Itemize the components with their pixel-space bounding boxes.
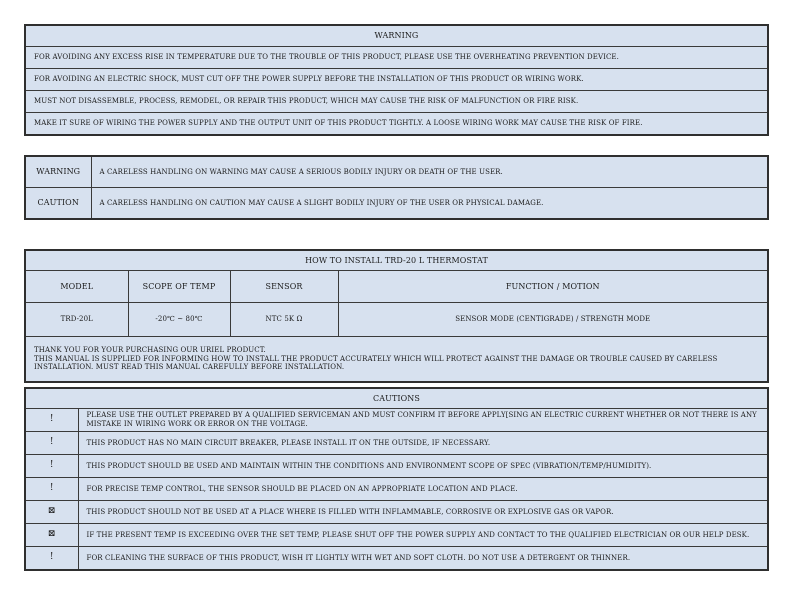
- caution-item: FOR PRECISE TEMP CONTROL, THE SENSOR SHOULD BE PLACED ON AN APPROPRIATE LOCATION AND PLACE.: [78, 478, 768, 501]
- caution-item: FOR CLEANING THE SURFACE OF THIS PRODUCT, WISH IT LIGHTLY WITH WET AND SOFT CLOTH. DO NOT USE A DETERGENT OR THINNER.: [78, 547, 768, 571]
- warning-title: WARNING: [25, 25, 768, 47]
- model-value: TRD-20L: [25, 303, 128, 337]
- warning-item: MAKE IT SURE OF WIRING THE POWER SUPPLY AND THE OUTPUT UNIT OF THIS PRODUCT TIGHTLY. A LOOSE WIRING WORK MAY CAUSE THE RISK OF FIRE.: [25, 113, 768, 136]
- warning-item: FOR AVOIDING ANY EXCESS RISE IN TEMPERATURE DUE TO THE TROUBLE OF THIS PRODUCT, PLEASE USE THE OVERHEATING PREVENTION DEVICE.: [25, 47, 768, 69]
- warning-level-text: A CARELESS HANDLING ON WARNING MAY CAUSE A SERIOUS BODILY INJURY OR DEATH OF THE USER.: [91, 156, 768, 188]
- caution-level-text: A CARELESS HANDLING ON CAUTION MAY CAUSE A SLIGHT BODILY INJURY OF THE USER OR PHYSICAL DAMAGE.: [91, 188, 768, 220]
- scope-header: SCOPE OF TEMP: [128, 271, 230, 303]
- caution-item: IF THE PRESENT TEMP IS EXCEEDING OVER THE SET TEMP, PLEASE SHUT OFF THE POWER SUPPLY AND CONTACT TO THE QUALIFIED ELECTRICIAN OR OUR HELP DESK.: [78, 524, 768, 547]
- caution-item: PLEASE USE THE OUTLET PREPARED BY A QUALIFIED SERVICEMAN AND MUST CONFIRM IT BEFORE APPLY[SING AN ELECTRIC CURRENT WHETHER OR NOT THERE IS ANY MISTAKE IN WIRING WORK OR ERROR ON THE VOLTAGE.: [78, 409, 768, 432]
- exclamation-icon: !: [25, 409, 78, 432]
- prohibited-icon: ⊠: [25, 524, 78, 547]
- exclamation-icon: !: [25, 432, 78, 455]
- warning-item: FOR AVOIDING AN ELECTRIC SHOCK, MUST CUT OFF THE POWER SUPPLY BEFORE THE INSTALLATION OF THIS PRODUCT OR WIRING WORK.: [25, 69, 768, 91]
- warning-level-label: WARNING: [25, 156, 91, 188]
- caution-level-label: CAUTION: [25, 188, 91, 220]
- install-note: [25, 337, 768, 383]
- exclamation-icon: !: [25, 455, 78, 478]
- cautions-title: CAUTIONS: [25, 388, 768, 409]
- sensor-value: NTC 5K Ω: [230, 303, 338, 337]
- exclamation-icon: !: [25, 547, 78, 571]
- exclamation-icon: !: [25, 478, 78, 501]
- warning-table: [24, 24, 769, 136]
- caution-item: THIS PRODUCT SHOULD BE USED AND MAINTAIN WITHIN THE CONDITIONS AND ENVIRONMENT SCOPE OF SPEC (VIBRATION/TEMP/HUMIDITY).: [78, 455, 768, 478]
- install-title: HOW TO INSTALL TRD-20 L THERMOSTAT: [25, 250, 768, 271]
- function-value: SENSOR MODE (CENTIGRADE) / STRENGTH MODE: [338, 303, 768, 337]
- install-note-line1: THANK YOU FOR YOUR PURCHASING OUR URIEL PRODUCT.: [34, 345, 266, 354]
- install-table: [24, 249, 769, 383]
- prohibited-icon: ⊠: [25, 501, 78, 524]
- cautions-table: [24, 387, 769, 571]
- hazard-level-table: [24, 155, 769, 220]
- model-header: MODEL: [25, 271, 128, 303]
- scope-value: -20℃ ~ 80℃: [128, 303, 230, 337]
- function-header: FUNCTION / MOTION: [338, 271, 768, 303]
- install-note-line2: THIS MANUAL IS SUPPLIED FOR INFORMING HOW TO INSTALL THE PRODUCT ACCURATELY WHICH WILL PROTECT AGAINST THE DAMAGE OR TROUBLE CAUSED BY CARELESS INSTALLATION. MUST READ THIS MANUAL CAREFULLY BEFORE INSTALLATION.: [34, 354, 718, 372]
- caution-item: THIS PRODUCT SHOULD NOT BE USED AT A PLACE WHERE IS FILLED WITH INFLAMMABLE, CORROSIVE OR EXPLOSIVE GAS OR VAPOR.: [78, 501, 768, 524]
- caution-item: THIS PRODUCT HAS NO MAIN CIRCUIT BREAKER, PLEASE INSTALL IT ON THE OUTSIDE, IF NECESSARY.: [78, 432, 768, 455]
- warning-item: MUST NOT DISASSEMBLE, PROCESS, REMODEL, OR REPAIR THIS PRODUCT, WHICH MAY CAUSE THE RISK OF MALFUNCTION OR FIRE RISK.: [25, 91, 768, 113]
- sensor-header: SENSOR: [230, 271, 338, 303]
